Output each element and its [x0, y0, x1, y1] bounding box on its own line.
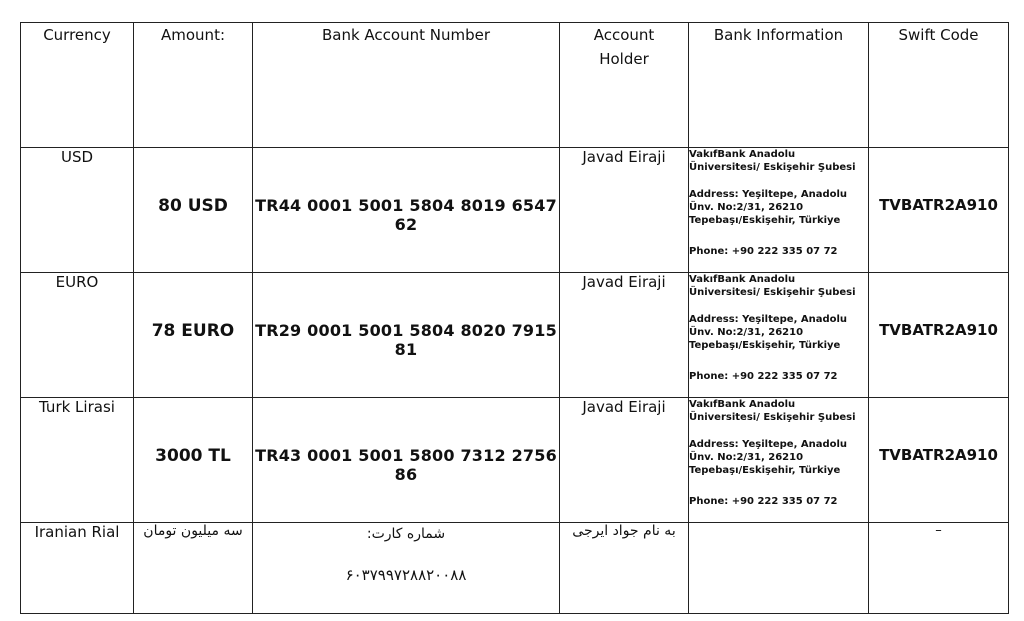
header-account-number: Bank Account Number — [253, 23, 560, 148]
table-row-usd — [21, 148, 1009, 273]
account-number: TR29 0001 5001 5804 8020 7915 81 — [255, 321, 557, 359]
header-account-holder-line2: Holder — [599, 50, 649, 68]
swift-code: TVBATR2A910 — [879, 196, 998, 214]
card-number-label: شماره کارت: — [366, 526, 446, 542]
amount-cell — [134, 148, 253, 273]
swift-cell — [869, 148, 1009, 273]
bank-name: VakıfBank Anadolu Üniversitesi/ Eskişehir Şubesi — [689, 399, 856, 423]
swift-code: TVBATR2A910 — [879, 446, 998, 464]
amount-value: 3000 TL — [155, 446, 231, 466]
header-swift: Swift Code — [869, 23, 1009, 148]
currency-cell: Iranian Rial — [21, 523, 134, 614]
swift-cell — [869, 273, 1009, 398]
card-number-cell — [253, 523, 560, 614]
account-number: TR44 0001 5001 5804 8019 6547 62 — [255, 196, 557, 234]
swift-code: TVBATR2A910 — [879, 321, 998, 339]
currency-cell: Turk Lirasi — [21, 398, 134, 523]
bank-phone: Phone: +90 222 335 07 72 — [689, 371, 838, 382]
account-number-cell — [253, 273, 560, 398]
table-row-try — [21, 398, 1009, 523]
bank-name: VakıfBank Anadolu Üniversitesi/ Eskişehir Şubesi — [689, 274, 856, 298]
bank-phone: Phone: +90 222 335 07 72 — [689, 496, 838, 507]
amount-cell — [134, 273, 253, 398]
amount-value: 80 USD — [158, 196, 228, 216]
amount-cell: سه میلیون تومان — [134, 523, 253, 614]
amount-cell — [134, 398, 253, 523]
account-holder-cell: Javad Eiraji — [560, 273, 689, 398]
bank-info-cell — [689, 273, 869, 398]
amount-value: 78 EURO — [151, 321, 235, 341]
account-holder-cell: به نام جواد ایرجی — [560, 523, 689, 614]
account-holder-cell: Javad Eiraji — [560, 398, 689, 523]
table-row-rial — [21, 523, 1009, 614]
payment-details-table — [20, 22, 1009, 614]
bank-address: Address: Yeşiltepe, Anadolu Ünv. No:2/31, 26210 Tepebaşı/Eskişehir, Türkiye — [689, 189, 848, 226]
bank-address: Address: Yeşiltepe, Anadolu Ünv. No:2/31, 26210 Tepebaşı/Eskişehir, Türkiye — [689, 314, 848, 351]
currency-cell: USD — [21, 148, 134, 273]
header-bank-info: Bank Information — [689, 23, 869, 148]
account-holder-cell: Javad Eiraji — [560, 148, 689, 273]
account-number-cell — [253, 148, 560, 273]
header-account-holder — [560, 23, 689, 148]
card-number: ۶۰۳۷۹۹۷۲۸۸۲۰۰۸۸ — [345, 566, 467, 584]
bank-name: VakıfBank Anadolu Üniversitesi/ Eskişehir Şubesi — [689, 149, 856, 173]
bank-info-cell — [689, 398, 869, 523]
bank-info-cell — [689, 523, 869, 614]
bank-address: Address: Yeşiltepe, Anadolu Ünv. No:2/31, 26210 Tepebaşı/Eskişehir, Türkiye — [689, 439, 848, 476]
header-amount: Amount: — [134, 23, 253, 148]
swift-cell: – — [869, 523, 1009, 614]
currency-cell: EURO — [21, 273, 134, 398]
account-number-cell — [253, 398, 560, 523]
swift-cell — [869, 398, 1009, 523]
bank-info-cell — [689, 148, 869, 273]
table-row-euro — [21, 273, 1009, 398]
account-number: TR43 0001 5001 5800 7312 2756 86 — [255, 446, 557, 484]
bank-phone: Phone: +90 222 335 07 72 — [689, 246, 838, 257]
header-currency: Currency — [21, 23, 134, 148]
header-row — [21, 23, 1009, 148]
header-account-holder-line1: Account — [593, 26, 655, 44]
